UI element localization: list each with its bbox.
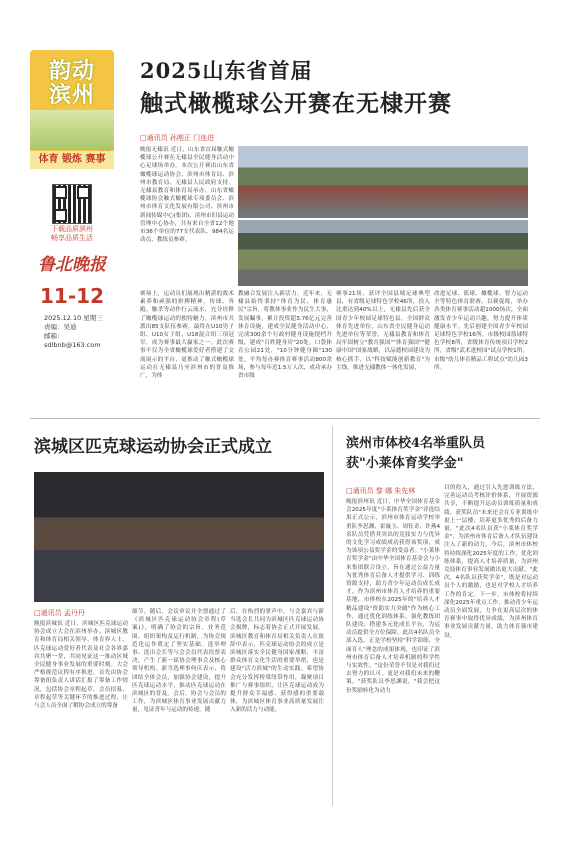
article3-headline-line1: 滨州市体校4名举重队员 [346, 436, 486, 451]
article3-column2: 目的投入，通过引入先进训练方法，完善运动员考核评价体系，开展资源共享，不断提升运动员训练质量和成绩。获奖队员"未来还会在专业训练中更上一层楼，培养更多优秀的后备力量。"此次4名队员获"小莱体育奖学金"，为滨州市体育后备人才队伍建设注入了新的动力。今后，滨州市体校将持续深化2025年度的工作，优化训练体系，提高人才培养质量，为滨州竞技体育事业发展做出更大贡献。"此次，4名队员获奖学金"，既是对运动员个人的激励，也是对学校人才培养工作的肯定。下一步，市体校将持续深化2025年重点工作，推动青少年运动员全面发展，力争在更高层次的体育赛事中取得优异成绩，为滨州体育事业发展贡献力量，助力体育强市建设。 [444, 485, 538, 639]
masthead-decoration [30, 110, 114, 150]
issue-editor: 责编：吴迪 [44, 323, 77, 331]
article1-column3: 赛事21场，获评全国县域足球典型县，有省级足球特色学校46所，投入比重达到40%以上，无棣县先后获全国青少年校园足球特色县，全国群众体育先进单位，山东省全民健身运动先进单位等荣誉。无棣县教育和体育局牢固树立"教育强国""体育强国""健康中国"国家战略，以品德校园建设为核心抓手，以"科技赋能创新教育"为主线，推进无棣教体一体化发展， [336, 291, 430, 371]
article1-column2: 教融合发展注入新活力。近年来，无棣县始终秉持"体育为民、体育惠民"宗旨，将教体事业作为民生大事，发展瞩事，累计投资超3.76亿元完善体育设施，建成全民健身活动中心，完成300余个行政村健身设施提档升级，建成"百姓健身房"20处，口袋体育公园21处，"10分钟健身圈"130处，平均每办赛体育赛事活动800余场，参与每年近1.5万人次，成功承办省市级 [238, 291, 332, 380]
article1-photo-bottom [238, 220, 528, 286]
article3-headline-line2: 获"小莱体育奖学金" [346, 456, 464, 471]
app-caption-line2: 畅享品质生活 [51, 234, 93, 242]
article3-byline: □通讯员 黎 娜 朱先林 [346, 487, 416, 495]
column-divider [332, 426, 333, 806]
section-divider [30, 418, 540, 419]
article1-headline-line2: 触式橄榄球公开赛在无棣开赛 [140, 90, 452, 117]
app-caption-line1: 下载品质滨州 [51, 225, 93, 233]
article1-headline-line1: 2025山东省首届 [140, 58, 313, 83]
article3-column1: 晚报滨州讯 近日，中华全国体育基金会2025年度"小莱体育奖学金"评选结果正式公示，滨州市体育运动学校举重队李思渊、霍璇玉、周钰奇、许燕4名队员凭借其突出的竞技实力与优异的文化学习成绩成功获得该奖项，成为该项公益奖学金的受益者。"小莱体育奖学金"由中华全国体育基金会与小米集团联合设立，旨在通过公益力量为优秀体育后备人才提供学习、训练资源支持，助力青少年运动员成长成才，作为滨州市体育人才培养的重要基地，市体校在2025年的"培养人才精品建设"资助实力突破"作为核心工作，通过优化训练体系、强化教练团队建设、搭建多元化成长平台，为运动员提供全方位保障，此次4名队员全部入选，正是学校坚持"科学训练、全面育人"理念的成果体现，也印证了滨州市体育后备人才培养机制的科学性与实效性。"这份荣誉不仅是对我们过去努力的认可，更是对我们未来的鞭策。"获奖队员李思渊说，"我会把这份奖励转化为动力 [346, 499, 440, 694]
article2-headline: 滨城区匹克球运动协会正式成立 [34, 437, 272, 457]
article1-byline: □通讯员 孙刚正 门连进 [140, 134, 215, 142]
masthead-title [36, 60, 108, 108]
article2-column3: 后，在热烈的掌声中，与会嘉宾与新当选会长共同为滨城区匹克球运动协会揭牌，标志着协会正式开展发展。滨城区教育和体育局相关负责人在致辞中表示，匹克球运动协会的成立是滨城区落实全民健身国家战略，丰富群众体育文化生活的重要举措，也是建设"活力滨城"的生动实践。希望协会充分发挥桥梁纽带作用，凝聚项目推广与赛事组织，让匹克球运动成为提升群众幸福感、获得感的重要载体，为滨城区体育事业高质量发展注入新的活力与动能。 [230, 609, 324, 714]
article2-photo [34, 472, 324, 602]
article2-byline: □通讯员 孟丹丹 [34, 609, 85, 617]
app-download-caption [36, 225, 108, 243]
article1-column1: 晚报无棣讯 近日，山东省首届触式橄榄球公开赛在无棣县全民健身活动中心足球场举办。本次公开赛由山东省橄榄球运动协会、滨州市体育局、滨州市教育局、无棣县人民政府支持，无棣县教育和体育局承办，山东省橄榄球协会触式橄榄球专项委员会、滨州市体育文化发展有限公司、滨州市新闻传媒中心(集团)、滨州市旧县运动管理中心协办，共有来自全省12个地市36个单位的77支代表队、984名运动员、教练员参赛。 [140, 147, 234, 244]
article1-column1b: 赛场上，运动员们展现出精湛的战术素养和顽强的拼搏精神，传球、奔跑、触杀等动作行云流水，充分诠释了橄榄球运动的独特魅力。滨州市共派出85支队伍参赛，最终在U10男子组、U10女子组、U18混合组三项冠军，成为赛事最大赢家之一。此次赛事不仅为全省橄榄球爱好者搭建了交流展示的平台，更推动了触式橄榄球运动在无棣县乃至滨州市的普及推广，为体 [140, 291, 234, 380]
masthead-title-line2: 滨州 [48, 83, 95, 108]
masthead-slogan: 体育 锻炼 赛事 [30, 151, 114, 169]
masthead-title-line1: 韵动 [48, 59, 95, 84]
article1-photo-top [238, 146, 528, 218]
page-range: 11-12 [40, 284, 104, 308]
article1-column4: 改进足球、篮球、橄榄球、智力运动全等特色体育联赛，以赛促练，举办各类体育赛事活动超1000场次，全面激发青少年运动兴趣，努力提升体质健康水平。先后创建全国青少年校园足球特色学校16所，市级校园篮球特色学校8所，省级体育传统项目学校2所，省级"武术进校园"试点学校1所，市级"幼儿体育精品工程试点"幼儿园3所。 [434, 291, 528, 371]
article2-column1: 晚报滨城讯 近日，滨城区匹克球运动协会成立大会在滨州举办。滨城区教育和体育局相关领导、体育界人士、匹克球运动爱好者代表及社会各界嘉宾共聚一堂，共同见证这一推动区域全民健身事业发展的重要时刻。大会严格规范议程有序推进，首先由协会筹备组负责人讲话汇报了筹备工作情况，包括协会章程起草、会员招募、章程起草等关键环节的推进过程，让与会人员全面了解协会成立的筹备 [34, 621, 128, 710]
issue-email: 邮箱：sdlbnb@163.com [44, 332, 101, 349]
issue-info [44, 314, 114, 350]
qr-code-icon[interactable] [52, 184, 92, 224]
newspaper-logo: 鲁北晚报 [38, 255, 106, 275]
issue-date: 2025.12.10 星期三 [44, 314, 103, 322]
article2-column2: 细节。随后，会议审议并全票通过了《滨城区匹克球运动协会章程(草案)》，明确了协会的宗旨、业务范围、组织架构及运行机制，为协会规范化运作奠定了坚实基础。选举理事、选出会长等与会会员代表投票表决，产生了新一届协会理事会及核心领导机构。新当选理事何庆表示，将团结全体会员，加强协会建设，提升匹克球运动水平，推动匹克球运动在滨城区的普及。会后，协会与会员的工作，为滨城区体育事业发展贡献力量，见证青年与运动的传递。随 [132, 609, 226, 714]
